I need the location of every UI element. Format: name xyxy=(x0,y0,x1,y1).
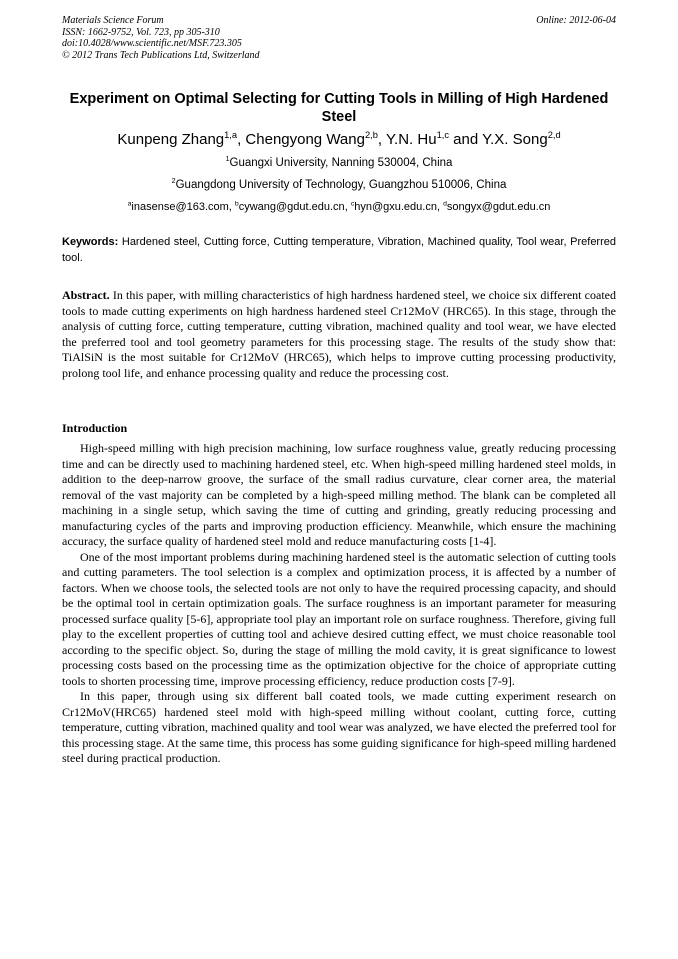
author-affiliation-mark: 2,d xyxy=(547,130,561,140)
keywords-section xyxy=(62,235,616,266)
affiliation-1 xyxy=(62,156,616,171)
email-mark: c xyxy=(350,200,355,208)
email-address: cywang@gdut.edu.cn xyxy=(238,201,345,213)
affiliation-text: Guangdong University of Technology, Guangzhou 510006, China xyxy=(175,179,507,191)
body-paragraph: One of the most important problems during machining hardened steel is the automatic selection of cutting tools and cutting parameters. The tool selection is a complex and optimization process, it is affected by a number of factors. When we choose tools, the selected tools are not only to have the required processing capacity, and should be the optimal tool in certain optimization goals. The surface roughness is an important parameter for measuring processed surface quality [5-6], appropriate tool play an important role on surface roughness. Therefore, giving full play to the excellent properties of cutting tool and achieve desired cutting effect, we must choice reasonable tool according to the specific object. So, during the stage of milling the mold cavity, it is great significance to lowest processing costs based on the processing time as the optimization objective for the choice of appropriate cutting tools to shorten processing time, improve processing efficiency, reduce production costs [7-9]. xyxy=(62,549,616,688)
keywords-text: Hardened steel, Cutting force, Cutting temperature, Vibration, Machined quality, Tool wear, Preferred tool. xyxy=(62,236,616,264)
author-name: Chengyong Wang xyxy=(245,131,365,148)
abstract-text: In this paper, with milling characteristics of high hardness hardened steel, we choice six different coated tools to made cutting experiments on high hardness hardened steel Cr12MoV (HRC65). In this stage, through the analysis of cutting force, cutting temperature, cutting vibration, machined quality and tool wear, we have elected the preferred tool and tool geometry parameters for this processing stage. The results of the study show that: TiAlSiN is the most suitable for Cr12MoV (HRC65), which helps to improve cutting processing productivity, prolong tool life, and enhance processing quality and reduce the processing cost. xyxy=(62,288,616,380)
email-mark: a xyxy=(127,200,132,208)
email-mark: b xyxy=(234,200,239,208)
abstract-label: Abstract. xyxy=(62,288,110,302)
introduction-body xyxy=(62,441,616,767)
author-name: Kunpeng Zhang xyxy=(117,131,225,148)
abstract-section xyxy=(62,288,616,382)
online-date: Online: 2012-06-04 xyxy=(536,15,616,26)
author-affiliation-mark: 2,b xyxy=(364,130,378,140)
author-name: Y.N. Hu xyxy=(385,131,437,148)
author-affiliation-mark: 1,c xyxy=(436,130,449,140)
email-address: songyx@gdut.edu.cn xyxy=(446,201,551,213)
affiliation-mark: 2 xyxy=(171,177,176,186)
email-address: hyn@gxu.edu.cn xyxy=(354,201,437,213)
affiliation-mark: 1 xyxy=(225,155,230,164)
issn-line: ISSN: 1662-9752, Vol. 723, pp 305-310 xyxy=(62,26,220,38)
author-affiliation-mark: 1,a xyxy=(224,130,238,140)
author-separator: , xyxy=(237,131,246,148)
email-list xyxy=(62,200,616,215)
affiliation-2 xyxy=(62,178,616,193)
email-mark: d xyxy=(443,200,447,208)
author-separator: , xyxy=(377,131,386,148)
keywords-label: Keywords: xyxy=(62,236,119,248)
journal-info xyxy=(62,15,260,61)
author-list xyxy=(62,130,616,150)
paper-title: Experiment on Optimal Selecting for Cutting Tools in Milling of High Hardened Steel xyxy=(69,91,609,125)
body-paragraph: High-speed milling with high precision machining, low surface roughness value, greatly reducing processing time and can be directly used to machining hardened steel, etc. When high-speed milling hardened steel molds, in addition to the deep-narrow groove, the surface of the small radius curvature, clear corner area, the material removal of the vast majority can be completed by a high-speed milling method. The blank can be completed all machining in a single setup, which saving the time of cutting and grinding, greatly reducing processing and manufacturing cycles of the parts and improving production efficiency. Meanwhile, which ensure the machining accuracy, the surface quality of hardened steel mold and reduce manufacturing costs [1-4]. xyxy=(62,441,616,548)
email-separator: , xyxy=(436,201,444,213)
author-separator: and xyxy=(448,131,483,148)
introduction-heading: Introduction xyxy=(62,421,128,435)
author-name: Y.X. Song xyxy=(482,131,548,148)
doi-line: doi:10.4028/www.scientific.net/MSF.723.305 xyxy=(62,38,242,49)
journal-name: Materials Science Forum xyxy=(62,15,164,26)
copyright-line: © 2012 Trans Tech Publications Ltd, Switzerland xyxy=(62,49,260,61)
email-address: inasense@163.com xyxy=(131,201,229,213)
email-separator: , xyxy=(228,201,235,213)
affiliation-text: Guangxi University, Nanning 530004, China xyxy=(229,157,453,169)
body-paragraph: In this paper, through using six different ball coated tools, we made cutting experiment research on Cr12MoV(HRC65) hardened steel mold with high-speed milling without coolant, cutting force, cutting temperature, cutting vibration, machined quality and tool wear was analyzed, we have elected the preferred tool for this processing stage. At the same time, this process has some guiding significance for high-speed milling hardened steel during practical production. xyxy=(62,689,616,765)
email-separator: , xyxy=(344,201,351,213)
